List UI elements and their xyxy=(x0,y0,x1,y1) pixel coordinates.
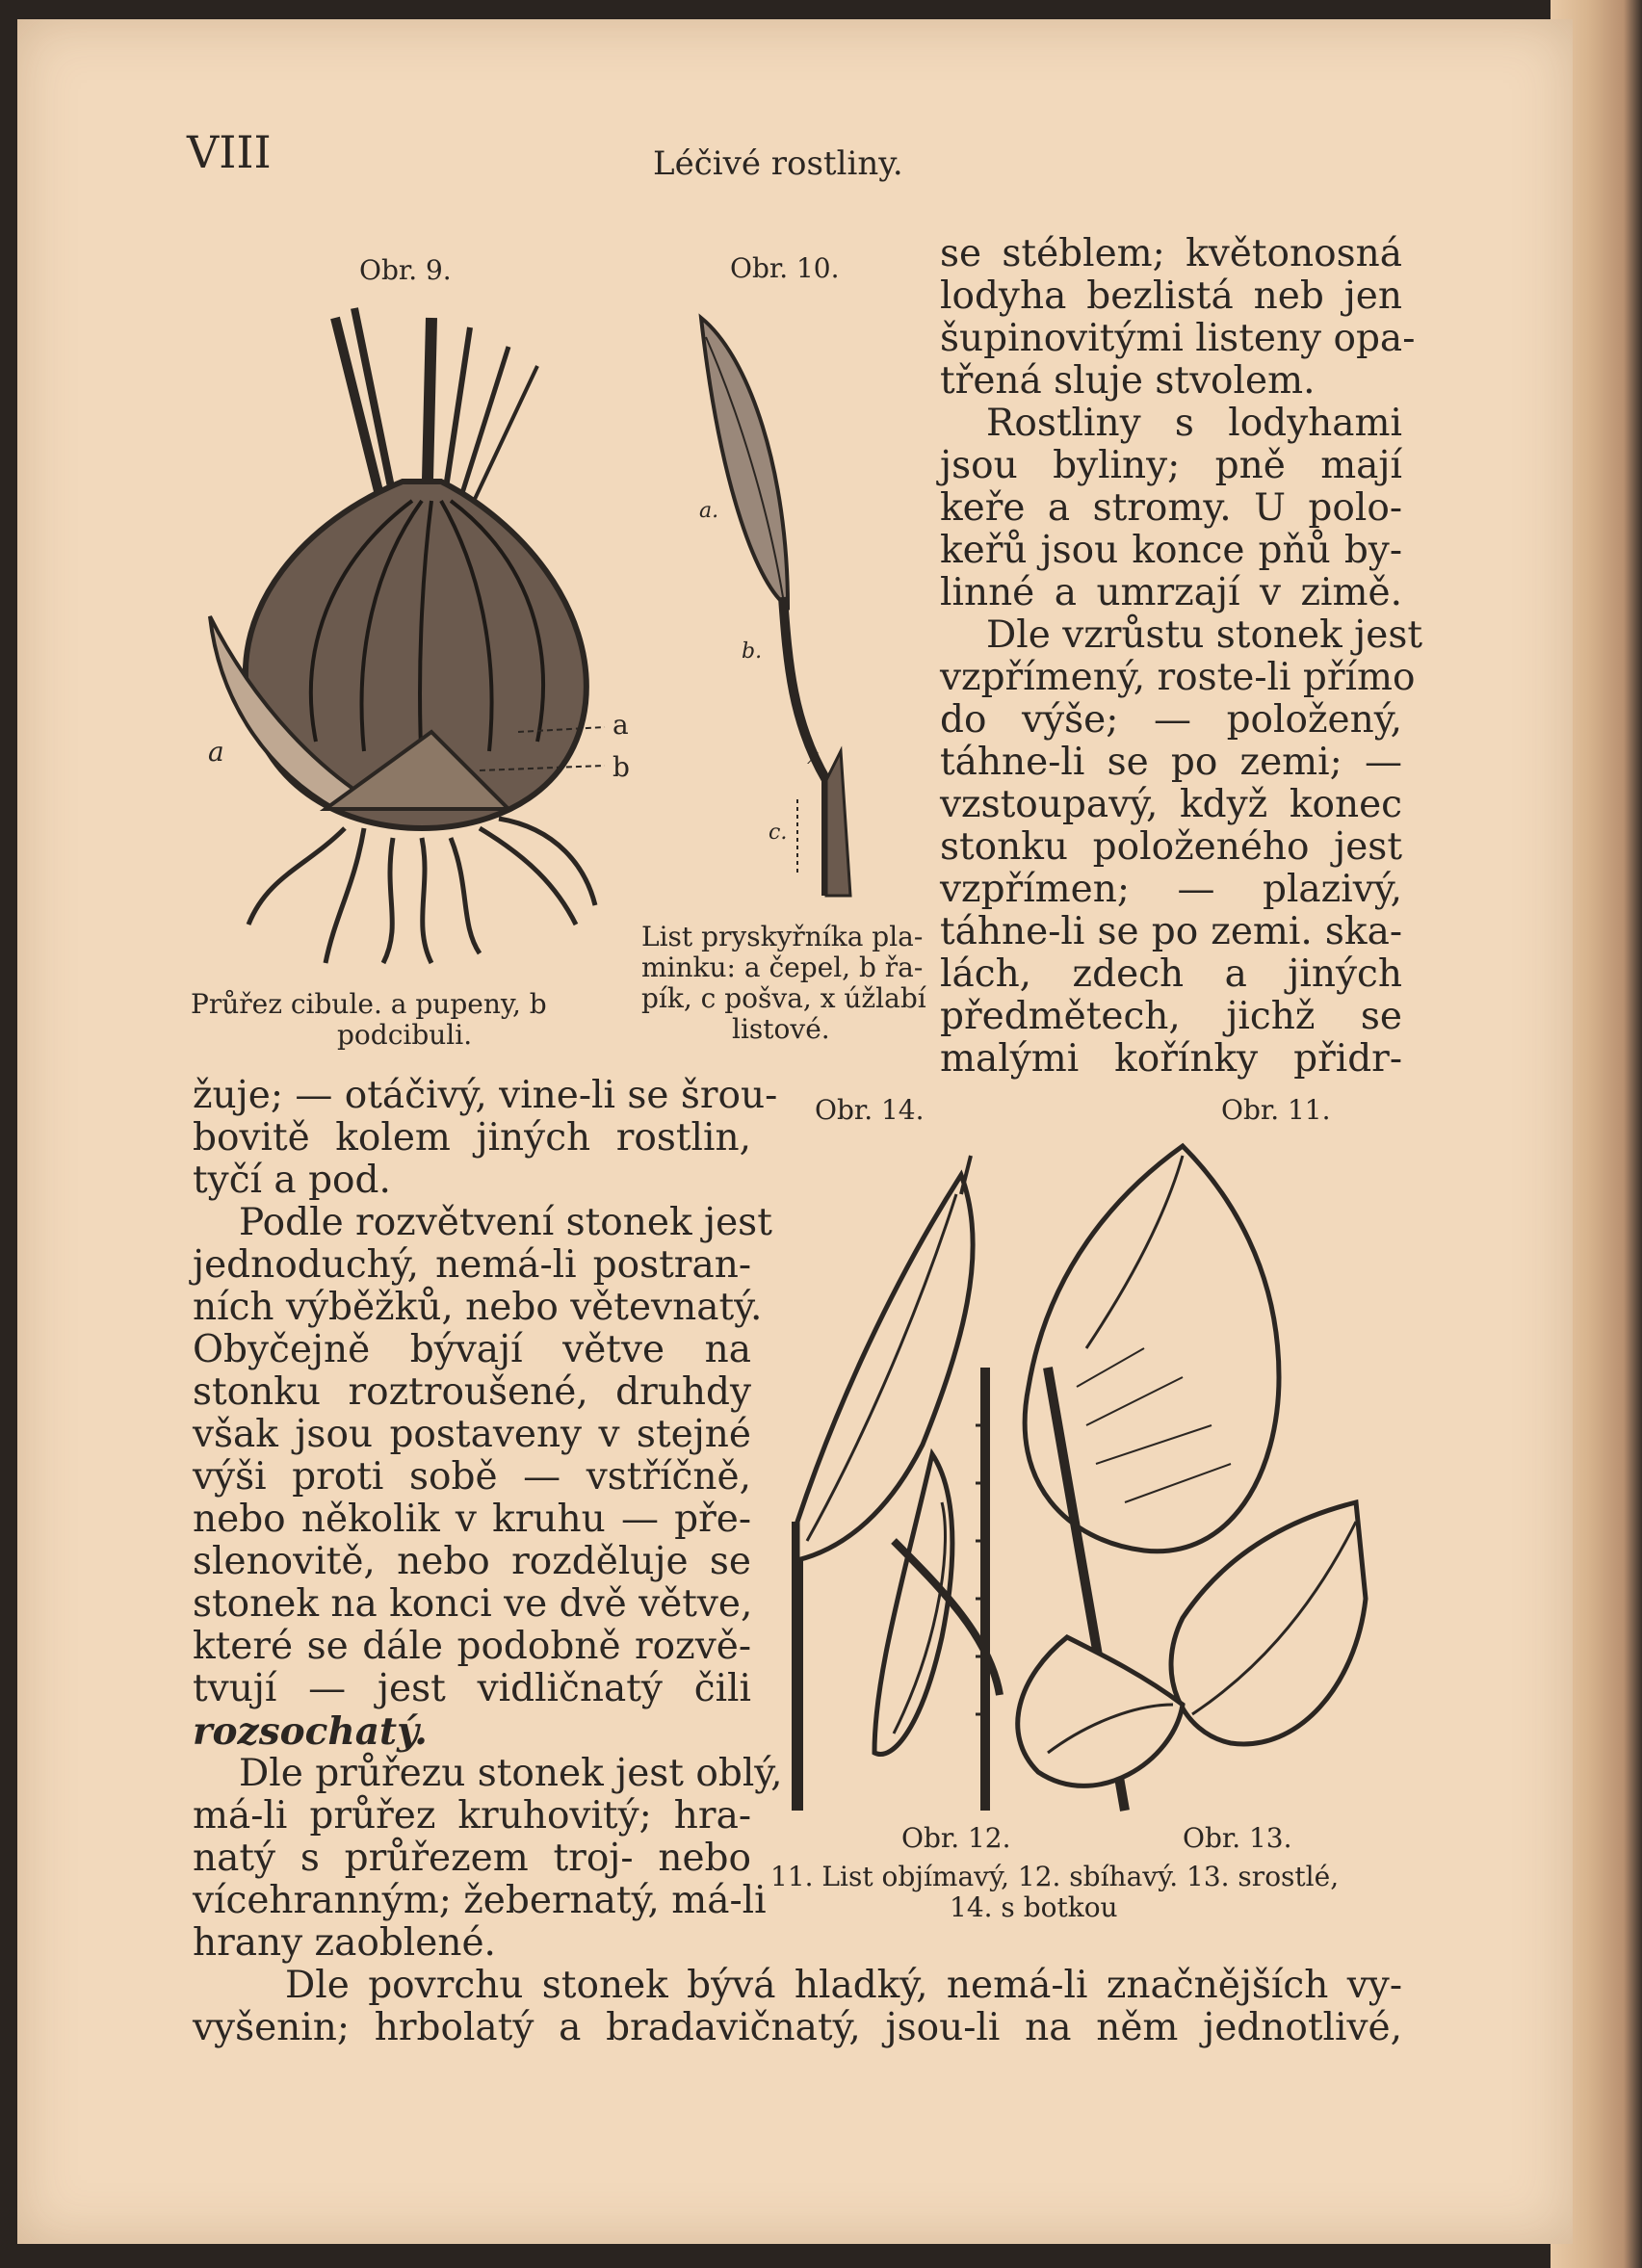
text-line: keřů jsou konce pňů by- xyxy=(940,529,1402,572)
text-line: malými kořínky přidr- xyxy=(940,1037,1402,1081)
book-page xyxy=(17,19,1573,2244)
page-number: VIII xyxy=(187,126,272,178)
text-line: vzpřímen; — plazivý, xyxy=(940,868,1402,911)
text-line: nebo několik v kruhu — pře- xyxy=(193,1498,751,1541)
text-line: žuje; — otáčivý, vine-li se šrou- xyxy=(193,1074,778,1117)
text-line: Rostliny s lodyhami xyxy=(986,402,1402,445)
fig9-label: Obr. 9. xyxy=(359,254,452,286)
text-line: předmětech, jichž se xyxy=(940,995,1402,1038)
text-line: se stéblem; květonosná xyxy=(940,232,1402,275)
text-line: vícehranným; žebernatý, má-li xyxy=(193,1879,767,1922)
text-line: vzstoupavý, když konec xyxy=(940,783,1402,826)
fig10-marker-x: x xyxy=(807,745,820,769)
text-line: však jsou postaveny v stejné xyxy=(193,1413,751,1456)
text-line: Dle průřezu stonek jest oblý, xyxy=(239,1752,783,1795)
text-line: slenovitě, nebo rozděluje se xyxy=(193,1540,751,1583)
fig10-marker-b: b. xyxy=(742,639,763,664)
text-line: vzpřímený, roste-li přímo xyxy=(940,656,1416,699)
figures-11-14-caption-line2: 14. s botkou xyxy=(950,1891,1118,1923)
text-line: má-li průřez kruhovitý; hra- xyxy=(193,1794,751,1838)
text-line: které se dále podobně rozvě- xyxy=(193,1625,751,1668)
text-line: lodyha bezlistá neb jen xyxy=(940,274,1402,318)
text-line: hrany zaoblené. xyxy=(193,1921,496,1965)
text-line: natý s průřezem troj- nebo xyxy=(193,1837,751,1880)
buttercup-leaf-illustration xyxy=(682,299,894,915)
text-line: rozsochatý. xyxy=(193,1709,428,1754)
text-line: Dle povrchu stonek bývá hladký, nemá-li značnějších vy- xyxy=(285,1964,1402,2007)
text-line: Podle rozvětvení stonek jest xyxy=(239,1201,772,1244)
fig9-caption-line1: Průřez cibule. a pupeny, b xyxy=(191,988,547,1020)
text-line: jednoduchý, nemá-li postran- xyxy=(193,1243,751,1287)
text-line: linné a umrzají v zimě. xyxy=(940,571,1402,614)
fig10-caption-line1: List pryskyřníka pla- xyxy=(641,921,924,952)
fig10-caption-line2: minku: a čepel, b řa- xyxy=(641,952,924,983)
text-line: táhne-li se po zemi; — xyxy=(940,741,1402,784)
text-line: stonek na konci ve dvě větve, xyxy=(193,1582,753,1626)
fig10-marker-c: c. xyxy=(769,821,788,845)
text-line: do výše; — položený, xyxy=(940,698,1402,742)
fig12-label: Obr. 12. xyxy=(901,1822,1011,1854)
text-line: jsou byliny; pně mají xyxy=(940,444,1402,487)
fig13-label: Obr. 13. xyxy=(1183,1822,1292,1854)
fig9-marker-a-left: a xyxy=(208,736,224,768)
text-line: táhne-li se po zemi. ska- xyxy=(940,910,1402,953)
fig10-caption-line3: pík, c pošva, x úžlabí xyxy=(641,982,926,1014)
text-line: keře a stromy. U polo- xyxy=(940,486,1402,530)
fig9-marker-a-right: a xyxy=(612,709,629,741)
text-line: bovitě kolem jiných rostlin, xyxy=(193,1116,751,1160)
fig10-marker-a: a. xyxy=(699,499,719,523)
onion-bulb-illustration xyxy=(191,289,634,973)
text-line: tyčí a pod. xyxy=(193,1159,391,1202)
text-line: Obyčejně bývají větve na xyxy=(193,1328,751,1371)
fig9-caption-line2: podcibuli. xyxy=(337,1019,473,1051)
text-line: lách, zdech a jiných xyxy=(940,952,1402,996)
fig10-caption-line4: listové. xyxy=(732,1013,830,1045)
text-line: výši proti sobě — vstříčně, xyxy=(193,1455,751,1499)
leaf-attachment-illustration xyxy=(778,1136,1404,1830)
text-line: šupinovitými listeny opa- xyxy=(940,317,1416,360)
text-line: třená sluje stvolem. xyxy=(940,359,1316,403)
fig10-label: Obr. 10. xyxy=(730,252,840,284)
fig11-label: Obr. 11. xyxy=(1221,1094,1331,1126)
fig14-label: Obr. 14. xyxy=(815,1094,925,1126)
running-title: Léčivé rostliny. xyxy=(653,144,903,183)
figures-11-14-caption-line1: 11. List objímavý, 12. sbíhavý. 13. srostlé, xyxy=(770,1861,1340,1892)
text-line: Dle vzrůstu stonek jest xyxy=(986,613,1423,657)
fig9-marker-b: b xyxy=(612,751,630,783)
text-line: tvují — jest vidličnatý čili xyxy=(193,1667,751,1710)
text-line: ních výběžků, nebo větevnatý. xyxy=(193,1286,763,1329)
text-line: vyšenin; hrbolatý a bradavičnatý, jsou-li na něm jednotlivé, xyxy=(193,2006,1402,2049)
text-line: stonku položeného jest xyxy=(940,825,1402,869)
text-line: stonku roztroušené, druhdy xyxy=(193,1370,751,1414)
